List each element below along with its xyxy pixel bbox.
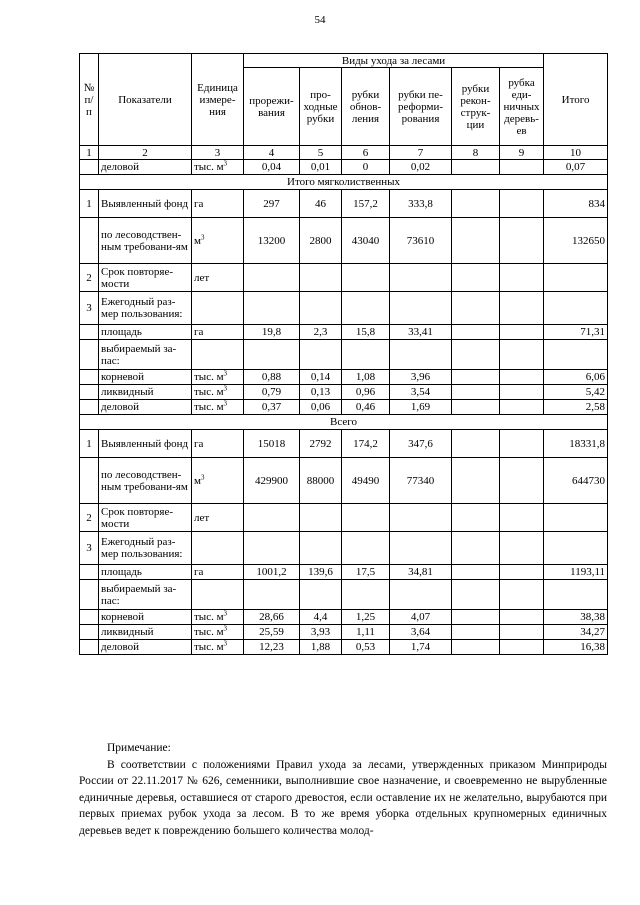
cell-value [390,580,452,610]
cell-value [452,504,500,532]
cell-value: 0,96 [342,385,390,400]
note-title: Примечание: [107,742,171,754]
cell-value [500,325,544,340]
row-unit: тыс. $м^3$ [192,625,244,640]
row-label: по лесоводствен-ным требовани-ям [99,218,192,264]
table-row [80,190,608,218]
cell-total: 18331,8 [544,430,608,458]
forest-care-table [79,53,608,655]
row-label: деловой [99,400,192,415]
cell-value: 13200 [244,218,300,264]
cell-value [452,532,500,565]
row-unit: га [192,190,244,218]
cell-total [544,340,608,370]
cell-value [244,264,300,292]
cell-total [544,292,608,325]
table-row [80,292,608,325]
cell-total: 834 [544,190,608,218]
row-label: деловой [99,160,192,175]
cell-total [544,504,608,532]
cell-value: 297 [244,190,300,218]
cell-value: 0,46 [342,400,390,415]
cell-total: 16,38 [544,640,608,655]
row-unit: тыс. $м^3$ [192,370,244,385]
cell-value [244,580,300,610]
cell-value: 157,2 [342,190,390,218]
page-number: 54 [314,14,326,26]
cell-value: 429900 [244,458,300,504]
cell-value [500,640,544,655]
cell-value [500,565,544,580]
cell-value [300,532,342,565]
row-number [80,340,99,370]
row-label: площадь [99,565,192,580]
cell-value [500,580,544,610]
cell-value: 0,79 [244,385,300,400]
col-number: 7 [390,146,452,160]
row-unit: тыс. $м^3$ [192,640,244,655]
cell-total: 644730 [544,458,608,504]
cell-value: 1,11 [342,625,390,640]
cell-value: 0,02 [390,160,452,175]
col-number: 4 [244,146,300,160]
row-label: Выявленный фонд [99,190,192,218]
cell-value [500,458,544,504]
cell-value [342,292,390,325]
cell-value: 15018 [244,430,300,458]
cell-value [452,190,500,218]
row-number [80,325,99,340]
cell-value: 0,13 [300,385,342,400]
cell-value [342,532,390,565]
cell-total: 34,27 [544,625,608,640]
header-unit: Единица измере-ния [192,54,244,146]
row-number: 2 [80,264,99,292]
col-number: 5 [300,146,342,160]
cell-value: 46 [300,190,342,218]
cell-value [452,370,500,385]
row-unit: га [192,325,244,340]
row-number [80,610,99,625]
cell-value [452,385,500,400]
row-unit: тыс. $м^3$ [192,385,244,400]
cell-value [452,610,500,625]
header-col: рубки обнов-ления [342,68,390,146]
table-row [80,430,608,458]
cell-value [500,370,544,385]
cell-value [452,580,500,610]
header-indicators: Показатели [99,54,192,146]
cell-value: 3,54 [390,385,452,400]
row-number [80,218,99,264]
cell-value [342,504,390,532]
cell-value [300,292,342,325]
col-number: 9 [500,146,544,160]
cell-value [500,292,544,325]
cell-value: 0,04 [244,160,300,175]
cell-value: 19,8 [244,325,300,340]
cell-value [390,292,452,325]
cell-value [300,504,342,532]
cell-value: 0,88 [244,370,300,385]
table-row [80,625,608,640]
cell-value: 1,69 [390,400,452,415]
row-unit: га [192,430,244,458]
cell-value [244,504,300,532]
cell-value: 25,59 [244,625,300,640]
cell-value [500,385,544,400]
cell-total: 5,42 [544,385,608,400]
cell-value: 0,53 [342,640,390,655]
col-number: 2 [99,146,192,160]
cell-value: 4,4 [300,610,342,625]
row-label: выбираемый за-пас: [99,340,192,370]
cell-value [500,190,544,218]
col-number: 6 [342,146,390,160]
section-title: Всего [80,415,608,430]
row-unit: тыс. $м^3$ [192,160,244,175]
cell-value: 174,2 [342,430,390,458]
table-row [80,370,608,385]
col-number: 8 [452,146,500,160]
section-title-row [80,175,608,190]
cell-value: 43040 [342,218,390,264]
cell-value [500,625,544,640]
row-unit [192,580,244,610]
cell-total [544,580,608,610]
cell-value [452,625,500,640]
cell-value: 0,37 [244,400,300,415]
row-label: ликвидный [99,625,192,640]
cell-total: 132650 [544,218,608,264]
cell-value: 73610 [390,218,452,264]
section-title-row [80,415,608,430]
cell-value: 28,66 [244,610,300,625]
cell-value [500,160,544,175]
row-label: Ежегодный раз-мер пользования: [99,292,192,325]
table-row [80,160,608,175]
cell-value: 2800 [300,218,342,264]
cell-value: 77340 [390,458,452,504]
table-row [80,504,608,532]
row-unit: $м^3$ [192,218,244,264]
cell-value [500,218,544,264]
cell-value: 1,74 [390,640,452,655]
header-col: прорежи-вания [244,68,300,146]
cell-value: 0,14 [300,370,342,385]
table-row [80,218,608,264]
table-row [80,385,608,400]
cell-value: 1,88 [300,640,342,655]
note [79,740,607,839]
cell-value [390,340,452,370]
row-unit [192,340,244,370]
row-number [80,565,99,580]
cell-value [500,400,544,415]
table-row [80,640,608,655]
section-title: Итого мягколиственных [80,175,608,190]
cell-value [452,400,500,415]
cell-value [244,292,300,325]
cell-value [300,580,342,610]
cell-value: 1,08 [342,370,390,385]
cell-value [390,532,452,565]
row-label: выбираемый за-пас: [99,580,192,610]
cell-value: 15,8 [342,325,390,340]
cell-value: 1001,2 [244,565,300,580]
cell-value: 12,23 [244,640,300,655]
row-number [80,385,99,400]
table-row [80,458,608,504]
cell-value [452,430,500,458]
row-label: ликвидный [99,385,192,400]
cell-value: 49490 [342,458,390,504]
cell-value [390,504,452,532]
cell-value [342,264,390,292]
table-row [80,610,608,625]
table-row [80,264,608,292]
cell-value: 4,07 [390,610,452,625]
row-number [80,370,99,385]
table-row [80,340,608,370]
cell-value: 34,81 [390,565,452,580]
cell-total [544,532,608,565]
header-no: № п/п [80,54,99,146]
table-row [80,580,608,610]
cell-value: 0 [342,160,390,175]
table-row [80,325,608,340]
cell-total: 1193,11 [544,565,608,580]
row-number [80,458,99,504]
cell-value [452,640,500,655]
header-total: Итого [544,54,608,146]
cell-value: 3,64 [390,625,452,640]
cell-value [342,340,390,370]
cell-value [500,504,544,532]
row-number: 3 [80,292,99,325]
cell-value [500,264,544,292]
header-col: про-ходные рубки [300,68,342,146]
cell-value: 333,8 [390,190,452,218]
row-unit: лет [192,504,244,532]
table-row [80,565,608,580]
cell-total: 6,06 [544,370,608,385]
cell-value: 3,93 [300,625,342,640]
cell-value: 3,96 [390,370,452,385]
cell-value [500,340,544,370]
row-label: Срок повторяе-мости [99,264,192,292]
row-unit: $м^3$ [192,458,244,504]
row-label: Ежегодный раз-мер пользования: [99,532,192,565]
cell-value [452,292,500,325]
cell-value [452,340,500,370]
note-text: В соответствии с положениями Правил ухода за лесами, утвержденных приказом Минприроды России от 22.11.2017 № 626, семенники, выполнившие свое назначение, и своевременно не вырубленные единичные деревья, оставшиеся от старого древостоя, если оставление их не желательно, вырубаются при первых приемах рубок ухода за лесом. В то же время уборка отдельных крупномерных единичных деревьев ведет к повреждению большего количества молод- [79,758,607,837]
cell-total: 71,31 [544,325,608,340]
cell-value: 347,6 [390,430,452,458]
cell-value: 1,25 [342,610,390,625]
cell-total [544,264,608,292]
row-number: 1 [80,430,99,458]
cell-value [342,580,390,610]
cell-value [452,458,500,504]
cell-total: 38,38 [544,610,608,625]
cell-value [452,325,500,340]
cell-value [500,610,544,625]
cell-value [500,532,544,565]
row-label: по лесоводствен-ным требовани-ям [99,458,192,504]
cell-value: 139,6 [300,565,342,580]
row-unit [192,292,244,325]
row-label: Срок повторяе-мости [99,504,192,532]
row-number [80,640,99,655]
cell-value [300,340,342,370]
cell-value [390,264,452,292]
cell-value [244,340,300,370]
header-col: рубки рекон-струк-ции [452,68,500,146]
cell-value: 33,41 [390,325,452,340]
row-number: 3 [80,532,99,565]
table-row [80,400,608,415]
table-row [80,532,608,565]
row-unit: тыс. $м^3$ [192,400,244,415]
row-label: Выявленный фонд [99,430,192,458]
header-group: Виды ухода за лесами [244,54,544,68]
col-number: 10 [544,146,608,160]
row-label: корневой [99,370,192,385]
cell-total: 2,58 [544,400,608,415]
row-number [80,580,99,610]
row-label: корневой [99,610,192,625]
cell-value [452,264,500,292]
cell-total: 0,07 [544,160,608,175]
row-label: деловой [99,640,192,655]
col-number: 1 [80,146,99,160]
cell-value [300,264,342,292]
cell-value: 0,06 [300,400,342,415]
cell-value: 0,01 [300,160,342,175]
cell-value [452,160,500,175]
row-unit [192,532,244,565]
col-number: 3 [192,146,244,160]
row-number: 1 [80,190,99,218]
cell-value [244,532,300,565]
row-unit: га [192,565,244,580]
cell-value: 2,3 [300,325,342,340]
row-unit: лет [192,264,244,292]
header-col: рубки пе-реформи-рования [390,68,452,146]
row-label: площадь [99,325,192,340]
header-col: рубка еди-ничных деревь-ев [500,68,544,146]
cell-value [452,565,500,580]
cell-value [500,430,544,458]
row-number [80,625,99,640]
cell-value [452,218,500,264]
cell-value: 2792 [300,430,342,458]
row-unit: тыс. $м^3$ [192,610,244,625]
cell-value: 88000 [300,458,342,504]
row-number [80,400,99,415]
cell-value: 17,5 [342,565,390,580]
row-number: 2 [80,504,99,532]
